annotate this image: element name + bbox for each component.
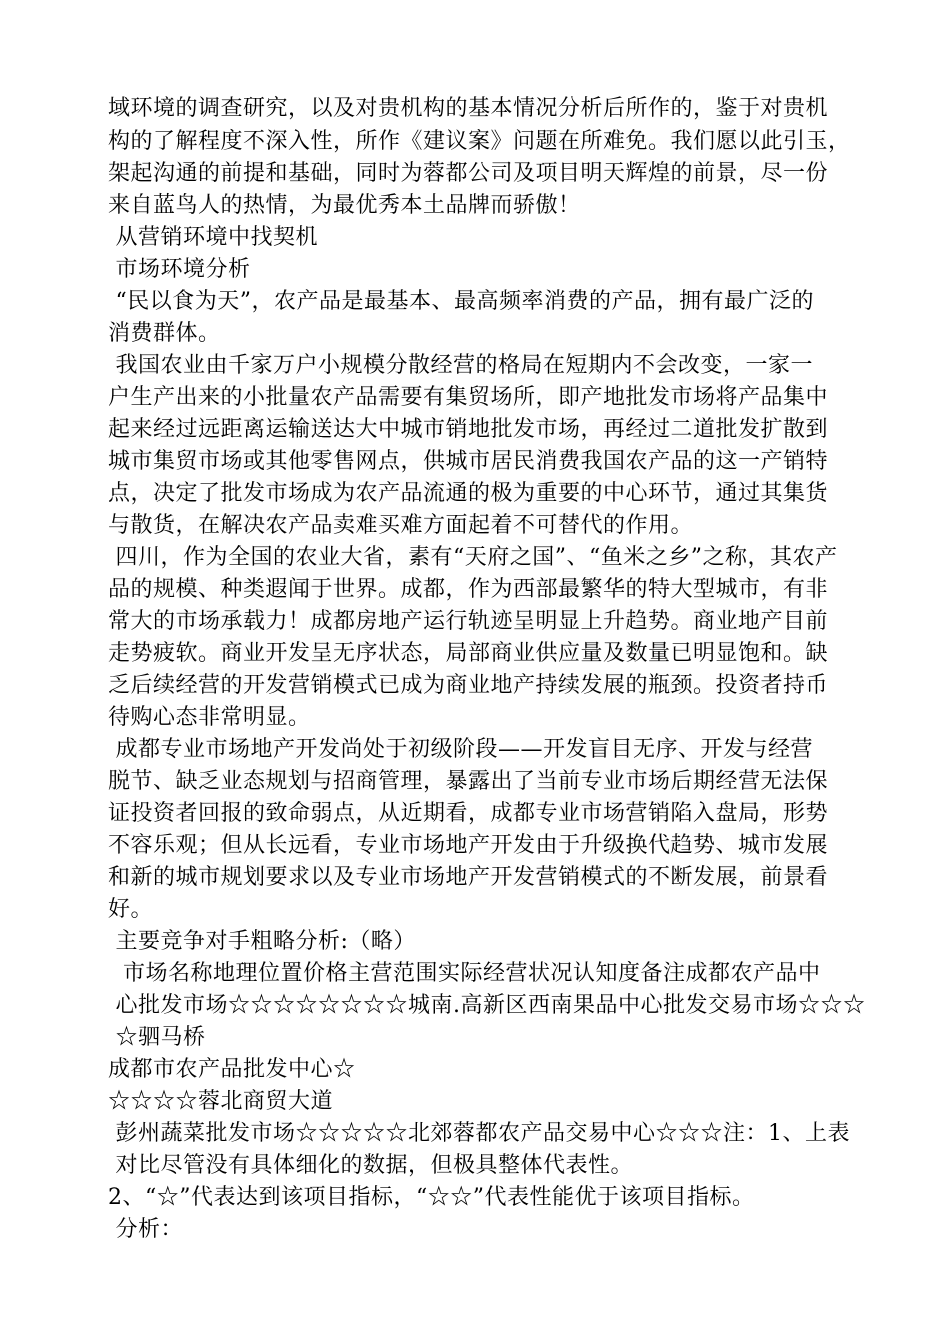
body-line: 来自蓝鸟人的热情，为最优秀本土品牌而骄傲！ (108, 193, 581, 218)
body-line: 走势疲软。商业开发呈无序状态，局部商业供应量及数量已明显饱和。缺 (108, 641, 829, 666)
table-text-line: 市场名称地理位置价格主营范围实际经营状况认知度备注成都农产品中 (108, 961, 821, 986)
body-line: 起来经过远距离运输送达大中城市销地批发市场，再经过二道批发扩散到 (108, 417, 829, 442)
table-text-line: ☆☆☆☆蓉北商贸大道 (108, 1089, 334, 1114)
body-line: 架起沟通的前提和基础，同时为蓉都公司及项目明天辉煌的前景，尽一份 (108, 161, 829, 186)
body-line: 品的规模、种类遐闻于世界。成都，作为西部最繁华的特大型城市，有非 (108, 577, 829, 602)
body-line: 成都专业市场地产开发尚处于初级阶段——开发盲目无序、开发与经营 (108, 737, 813, 762)
table-text-line: 心批发市场☆☆☆☆☆☆☆☆城南.高新区西南果品中心批发交易市场☆☆☆ (108, 993, 866, 1018)
body-line: 待购心态非常明显。 (108, 705, 311, 730)
body-line: 常大的市场承载力！成都房地产运行轨迹呈明显上升趋势。商业地产目前 (108, 609, 829, 634)
body-line: 域环境的调查研究，以及对贵机构的基本情况分析后所作的，鉴于对贵机 (108, 96, 829, 121)
body-line: 点，决定了批发市场成为农产品流通的极为重要的中心环节，通过其集货 (108, 481, 829, 506)
body-line: 证投资者回报的致命弱点，从近期看，成都专业市场营销陷入盘局，形势 (108, 801, 829, 826)
section-heading: 主要竞争对手粗略分析:（略） (108, 929, 416, 954)
note-line: 2、“☆”代表达到该项目指标，“☆☆”代表性能优于该项目指标。 (108, 1185, 755, 1210)
table-text-line: 成都市农产品批发中心☆ (108, 1057, 356, 1082)
body-line: 我国农业由千家万户小规模分散经营的格局在短期内不会改变，一家一 (108, 353, 813, 378)
table-text-line: ☆驷马桥 (108, 1025, 206, 1050)
body-line: 构的了解程度不深入性，所作《建议案》问题在所难免。我们愿以此引玉， (108, 129, 851, 154)
body-line: “民以食为天”，农产品是最基本、最高频率消费的产品，拥有最广泛的 (108, 289, 814, 314)
body-line: 乏后续经营的开发营销模式已成为商业地产持续发展的瓶颈。投资者持币 (108, 673, 829, 698)
section-heading: 市场环境分析 (108, 257, 251, 282)
body-line: 户生产出来的小批量农产品需要有集贸场所，即产地批发市场将产品集中 (108, 385, 829, 410)
body-line: 消费群体。 (108, 321, 221, 346)
body-line: 城市集贸市场或其他零售网点，供城市居民消费我国农产品的这一产销特 (108, 449, 829, 474)
note-line: 对比尽管没有具体细化的数据，但极具整体代表性。 (108, 1153, 633, 1178)
body-line: 脱节、缺乏业态规划与招商管理，暴露出了当前专业市场后期经营无法保 (108, 769, 829, 794)
table-text-line: 彭州蔬菜批发市场☆☆☆☆☆北郊蓉都农产品交易中心☆☆☆注：1、上表 (108, 1121, 850, 1146)
body-line: 好。 (108, 897, 154, 922)
body-line: 和新的城市规划要求以及专业市场地产开发营销模式的不断发展，前景看 (108, 865, 829, 890)
body-line: 四川，作为全国的农业大省，素有“天府之国”、“鱼米之乡”之称，其农产 (108, 545, 838, 570)
body-line: 与散货，在解决农产品卖难买难方面起着不可替代的作用。 (108, 513, 694, 538)
section-heading: 从营销环境中找契机 (108, 225, 318, 250)
section-heading: 分析： (108, 1217, 183, 1242)
body-line: 不容乐观；但从长远看，专业市场地产开发由于升级换代趋势、城市发展 (108, 833, 829, 858)
